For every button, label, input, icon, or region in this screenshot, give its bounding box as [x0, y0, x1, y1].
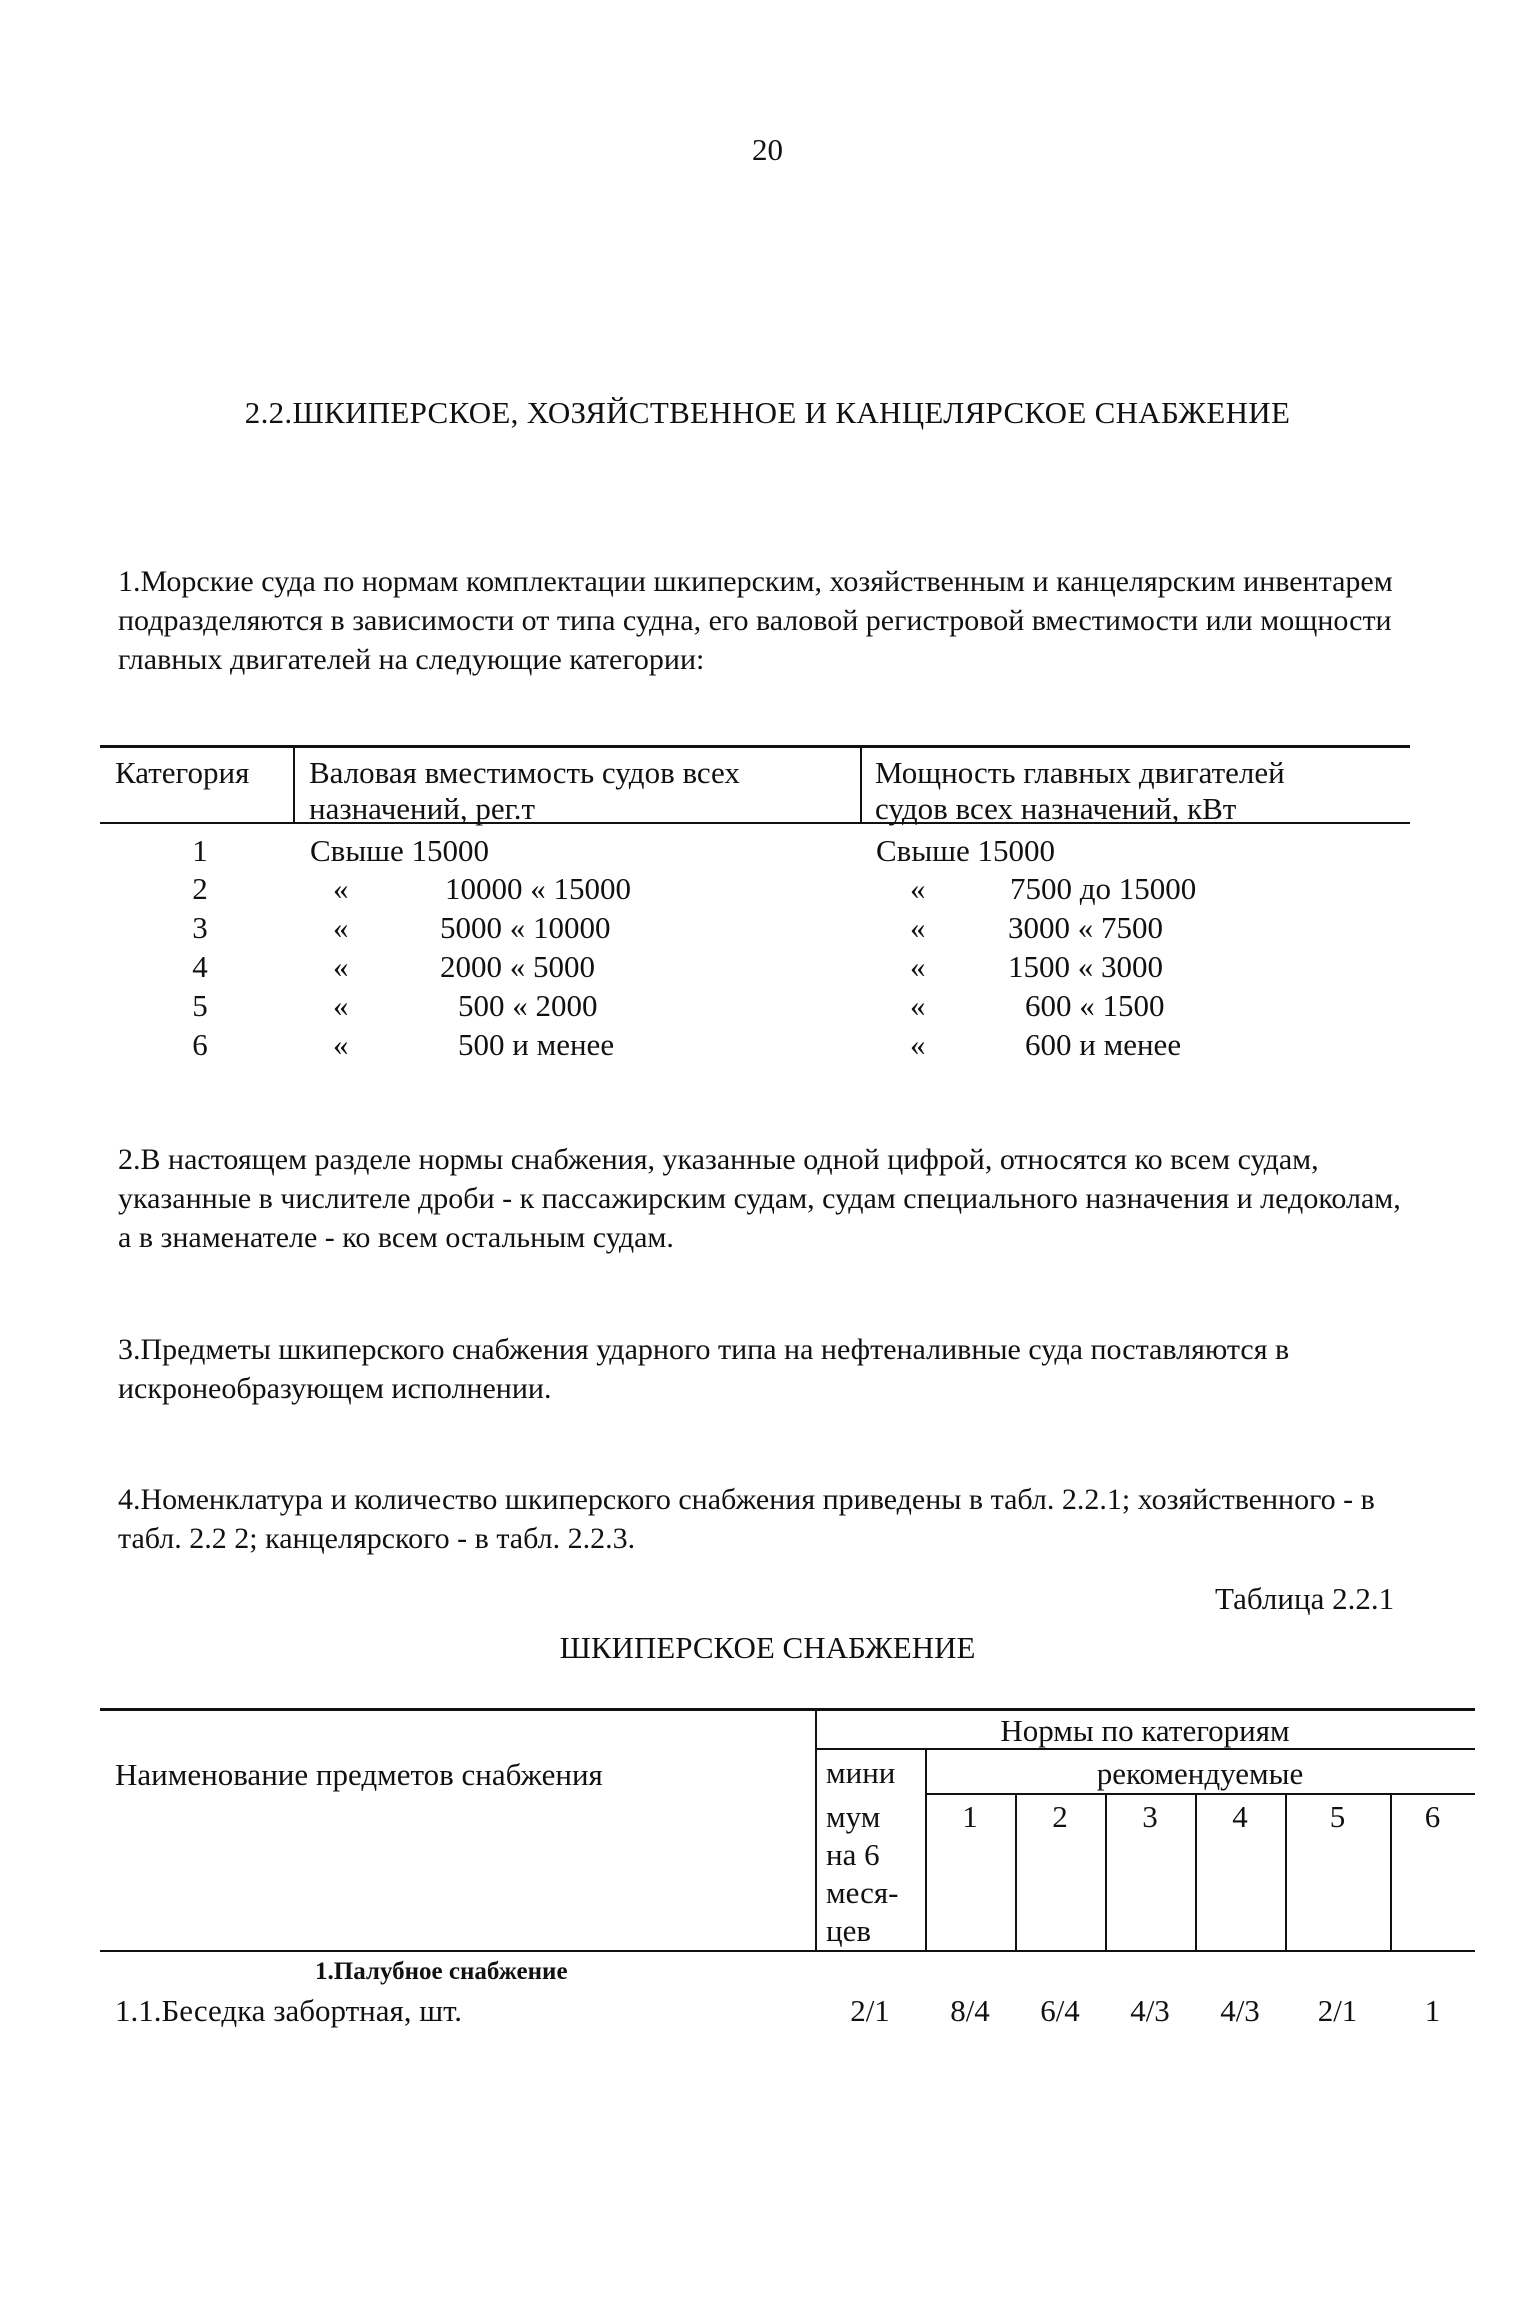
- power-value: Свыше 15000: [876, 833, 1056, 868]
- item-value-cat-5: 2/1: [1317, 1993, 1358, 2028]
- header-minimum-line: на 6: [826, 1837, 880, 1872]
- table-title: ШКИПЕРСКОЕ СНАБЖЕНИЕ: [559, 1630, 976, 1665]
- item-value-cat-3: 4/3: [1130, 1993, 1170, 2028]
- ditto-mark: «: [333, 871, 349, 906]
- header-category-4: 4: [1232, 1799, 1248, 1834]
- header-category-2: 2: [1052, 1799, 1068, 1834]
- ditto-mark: «: [333, 910, 349, 945]
- tonnage-value: 500 и менее: [458, 1027, 615, 1062]
- power-value: 600 и менее: [1025, 1027, 1182, 1062]
- header-item-name: Наименование предметов снабжения: [115, 1757, 603, 1792]
- item-value-cat-2: 6/4: [1040, 1993, 1080, 2028]
- group-title: 1.Палубное снабжение: [315, 1958, 568, 1985]
- ditto-mark: «: [910, 949, 926, 984]
- header-category: Категория: [115, 755, 250, 790]
- ditto-mark: «: [910, 910, 926, 945]
- tonnage-value: Свыше 15000: [310, 833, 490, 868]
- header-minimum-line: меся-: [826, 1875, 899, 1910]
- category-number: 6: [192, 1027, 208, 1062]
- table-rule-header: [100, 1950, 1475, 1952]
- header-category-3: 3: [1142, 1799, 1158, 1834]
- table-rule: [925, 1793, 1475, 1795]
- tonnage-value: 10000 « 15000: [445, 871, 631, 906]
- item-value-cat-6: 1: [1424, 1993, 1441, 2028]
- header-power-line1: Мощность главных двигателей: [875, 755, 1285, 790]
- header-tonnage-line2: назначений, рег.т: [309, 791, 536, 826]
- ditto-mark: «: [910, 871, 926, 906]
- ditto-mark: «: [333, 1027, 349, 1062]
- header-category-6: 6: [1424, 1799, 1441, 1834]
- power-value: 7500 до 15000: [1010, 871, 1197, 906]
- tonnage-value: 2000 « 5000: [440, 949, 595, 984]
- paragraph-3: 3.Предметы шкиперского снабжения ударного типа на нефтеналивные суда поставляются в искронеобразующем исполнении.: [118, 1333, 1290, 1405]
- ditto-mark: «: [910, 988, 926, 1023]
- header-tonnage-line1: Валовая вместимость судов всех: [309, 755, 740, 790]
- category-number: 3: [192, 910, 208, 945]
- item-value-cat-4: 4/3: [1220, 1993, 1260, 2028]
- item-value-cat-1: 8/4: [950, 1993, 990, 2028]
- power-value: 1500 « 3000: [1008, 949, 1163, 984]
- header-norms: Нормы по категориям: [1000, 1713, 1290, 1748]
- header-minimum-line: мини: [826, 1755, 896, 1790]
- power-value: 3000 « 7500: [1008, 910, 1163, 945]
- paragraph-1: 1.Морские суда по нормам комплектации шкиперским, хозяйственным и канцелярским инвентарем подразделяются в зависимости от типа судна, его валовой регистровой вместимости или мощности главных двигателей на следующие категории:: [118, 565, 1393, 676]
- header-power-line2: судов всех назначений, кВт: [875, 791, 1237, 826]
- tonnage-value: 5000 « 10000: [440, 910, 611, 945]
- ditto-mark: «: [910, 1027, 926, 1062]
- paragraph-4: 4.Номенклатура и количество шкиперского снабжения приведены в табл. 2.2.1; хозяйственного - в табл. 2.2 2; канцелярского - в табл. 2.2.3.: [118, 1483, 1375, 1555]
- paragraph-2: 2.В настоящем разделе нормы снабжения, указанные одной цифрой, относятся ко всем судам, указанные в числителе дроби - к пассажирским судам, судам специального назначения и ледоколам, а в знаменателе - ко всем остальным судам.: [118, 1143, 1401, 1254]
- item-min-value: 2/1: [850, 1993, 890, 2028]
- table-label: Таблица 2.2.1: [1215, 1581, 1395, 1616]
- header-category-1: 1: [962, 1799, 978, 1834]
- header-minimum-line: цев: [826, 1913, 871, 1948]
- section-heading: 2.2.ШКИПЕРСКОЕ, ХОЗЯЙСТВЕННОЕ И КАНЦЕЛЯРСКОЕ СНАБЖЕНИЕ: [244, 395, 1291, 430]
- ditto-mark: «: [333, 949, 349, 984]
- tonnage-value: 500 « 2000: [458, 988, 598, 1023]
- table-divider: [293, 746, 295, 822]
- item-name: 1.1.Беседка забортная, шт.: [115, 1993, 463, 2028]
- table-rule-top: [100, 745, 1410, 748]
- table-divider: [860, 746, 862, 822]
- page-number: 20: [752, 132, 783, 167]
- header-minimum-line: мум: [826, 1799, 881, 1834]
- ditto-mark: «: [333, 988, 349, 1023]
- category-number: 4: [192, 949, 208, 984]
- table-rule-top: [100, 1708, 1475, 1711]
- category-number: 1: [192, 833, 208, 868]
- category-number: 5: [192, 988, 208, 1023]
- header-recommended: рекомендуемые: [1096, 1756, 1304, 1791]
- header-category-5: 5: [1329, 1799, 1346, 1834]
- category-number: 2: [192, 871, 208, 906]
- power-value: 600 « 1500: [1025, 988, 1165, 1023]
